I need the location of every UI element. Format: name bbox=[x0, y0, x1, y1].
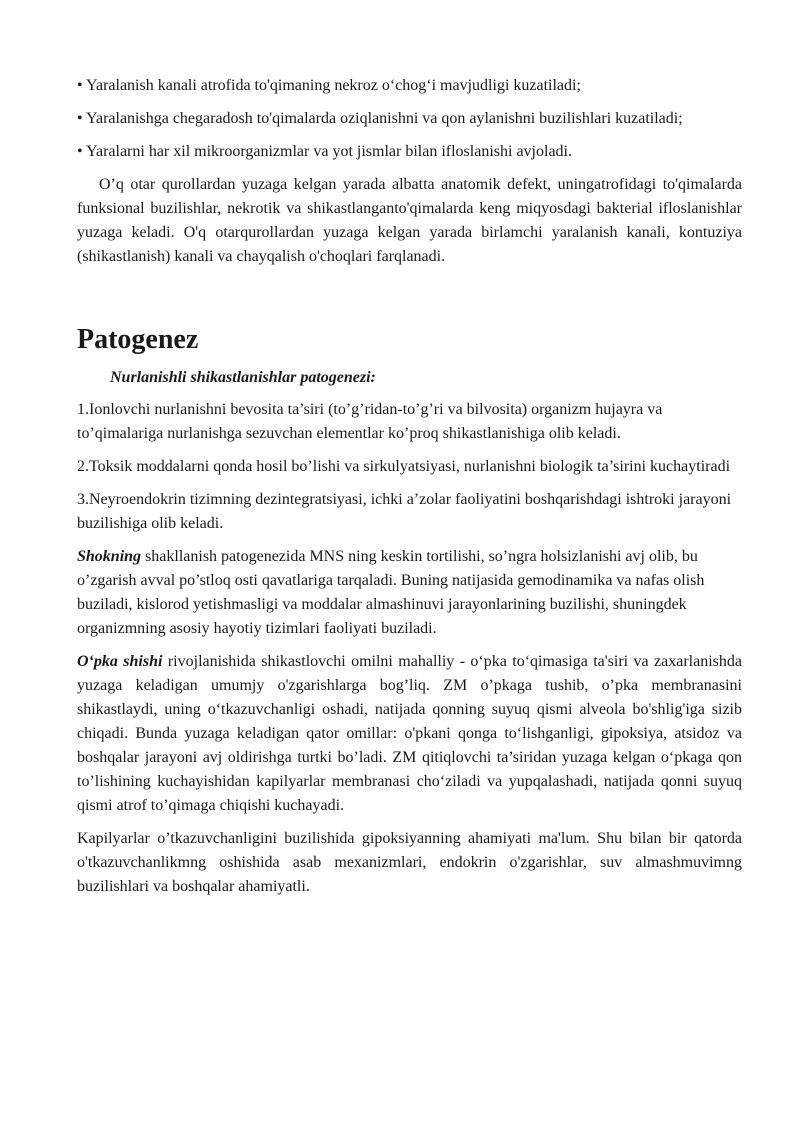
section-heading: Patogenez bbox=[77, 324, 199, 355]
section-subheading: Nurlanishli shikastlanishlar patogenezi: bbox=[110, 369, 376, 386]
shock-term: Shokning bbox=[77, 548, 142, 565]
capillary-paragraph: Kapilyarlar o’tkazuvchanligini buzilishida gipoksiyanning ahamiyati ma'lum. Shu bilan bir qatorda o'tkazuvchanlikmng oshishida asab mexanizmlari, endokrin o'zgarishlar, suv almashmuvimng buzilishlari va boshqalar ahamiyatli. bbox=[77, 830, 742, 895]
intro-paragraph: O’q otar qurollardan yuzaga kelgan yarada albatta anatomik defekt, uningatrofidagi to'qimalarda funksional buzilishlar, nekrotik va shikastlanganto'qimalarda keng miqyosdagi bakterial ifloslanishlar yuzaga keladi. O'q otarqurollardan yuzaga kelgan yarada birlamchi yaralanish kanali, kontuziya (shikastlanish) kanali va chayqalish o'choqlari farqlanadi. bbox=[77, 176, 742, 265]
bullet-circulation: • Yaralanishga chegaradosh to'qimalarda oziqlanishni va qon aylanishni buzilishlari kuzatiladi; bbox=[77, 110, 683, 127]
document-page bbox=[77, 74, 742, 899]
section-spacer bbox=[77, 278, 742, 323]
bullet-contamination: • Yaralarni har xil mikroorganizmlar va yot jismlar bilan ifloslanishi avjoladi. bbox=[77, 143, 572, 160]
lung-edema-term: O‘pka shishi bbox=[77, 653, 163, 670]
pathogenesis-item-3: 3.Neyroendokrin tizimning dezintegratsiyasi, ichki a’zolar faoliyatini boshqarishdagi ishtroki jarayoni buzilishiga olib keladi. bbox=[77, 491, 732, 532]
lung-edema-text: rivojlanishida shikastlovchi omilni mahalliy - o‘pka to‘qimasiga ta'siri va zaxarlanishda yuzaga keladigan umumjy o'zgarishlarga bog’liq. ZM o’pkaga tushib, o’pka membranasini shikastlaydi, uning o‘tkazuvchanligi oshadi, natijada qonning suyuq qismi alveola bo'shlig'iga sizib chiqadi. Bunda yuzaga keladigan qator omillar: o'pkani qonga to‘lishganligi, gipoksiya, atsidoz va boshqalar jarayoni avj oldirishga turtki bo’ladi. ZM qitiqlovchi ta’siridan yuzaga kelgan o‘pkaga qon to’lishining kuchayishidan kapilyarlar membranasi cho‘ziladi va yupqalashadi, natijada qonni suyuq qismi atrof to’qimaga chiqishi kuchayadi. bbox=[77, 653, 742, 814]
bullet-necrosis: • Yaralanish kanali atrofida to'qimaning nekroz o‘chog‘i mavjudligi kuzatiladi; bbox=[77, 77, 581, 94]
lung-edema-paragraph bbox=[77, 650, 742, 818]
shock-text: shakllanish patogenezida MNS ning keskin tortilishi, so’ngra holsizlanishi avj olib, bu o’zgarish avval po’stloq osti qavatlariga tarqaladi. Buning natijasida gemodinamika va nafas olish buziladi, kislorod yetishmasligi va moddalar almashinuvi jarayonlarining buzilishi, shuningdek organizmning asosiy hayotiy tizimlari faoliyati buziladi. bbox=[77, 548, 705, 637]
pathogenesis-item-2: 2.Toksik moddalarni qonda hosil bo’lishi va sirkulyatsiyasi, nurlanishni biologik ta’sirini kuchaytiradi bbox=[77, 458, 731, 475]
shock-paragraph bbox=[77, 545, 742, 641]
pathogenesis-item-1: 1.Ionlovchi nurlanishni bevosita ta’siri (to’g’ridan-to’g’ri va bilvosita) organizm hujayra va to’qimalariga nurlanishga sezuvchan elementlar ko’proq shikastlanishiga olib keladi. bbox=[77, 401, 663, 442]
